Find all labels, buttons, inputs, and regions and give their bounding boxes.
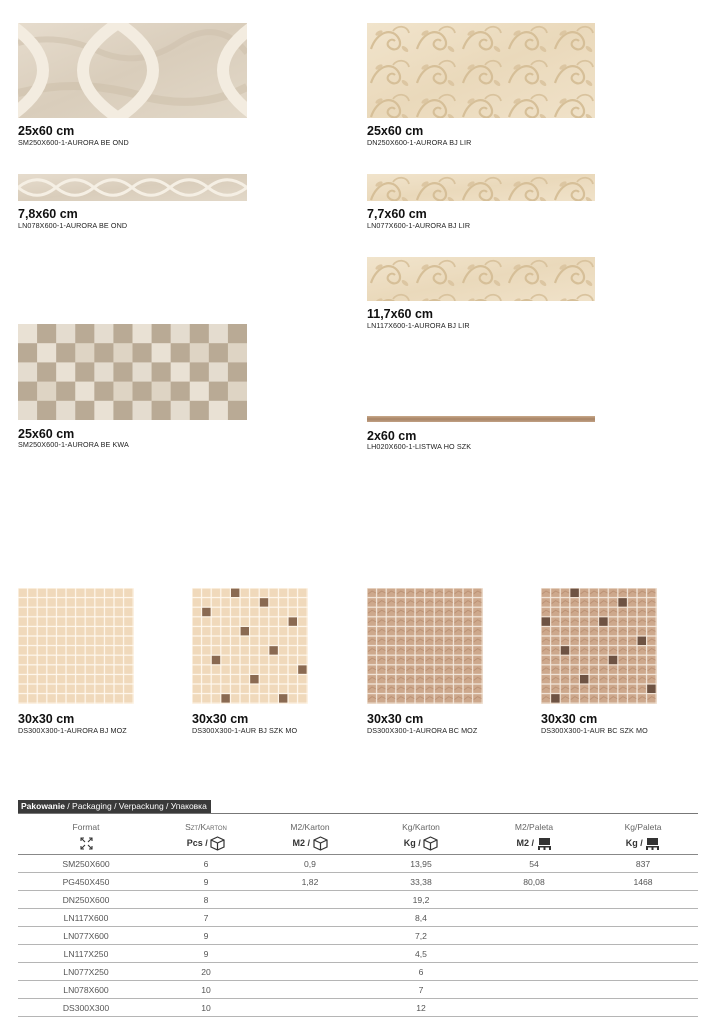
tile-code: LN078X600-1-AURORA BE OND [18, 221, 128, 230]
cell [480, 945, 588, 963]
cell-format: LN077X600 [18, 927, 154, 945]
expand-arrows-icon [80, 837, 93, 850]
unit-icon-row [18, 832, 698, 855]
pallet-icon [537, 837, 552, 850]
packaging-title-rest: / Packaging / Verpackung / Упаковка [64, 801, 207, 811]
cell: 80,08 [480, 873, 588, 891]
cell: 12 [362, 999, 480, 1017]
cell [588, 891, 698, 909]
m2-unit-label: M2 / [516, 837, 534, 848]
tile-image [367, 257, 595, 301]
cell-format: LN078X600 [18, 981, 154, 999]
tile-image [367, 23, 595, 118]
tile-size: 2x60 cm [367, 429, 417, 443]
tile-sm250x600-be-ond [18, 23, 248, 148]
cell-format: LN077X250 [18, 963, 154, 981]
tile-size: 7,7x60 cm [367, 207, 427, 221]
cell: 7,2 [362, 927, 480, 945]
table-row [18, 945, 698, 963]
cell [480, 891, 588, 909]
cell: 54 [480, 855, 588, 873]
cell: 0,9 [258, 855, 362, 873]
tile-image [18, 324, 247, 420]
cell [480, 999, 588, 1017]
tile-image [18, 174, 247, 201]
tile-ln117x600-bj-lir [367, 257, 597, 332]
m2-unit-label: M2 / [292, 837, 310, 848]
cell: 8 [154, 891, 258, 909]
box-icon [313, 836, 328, 851]
tile-code: LN117X600-1-AURORA BJ LIR [367, 321, 470, 330]
tile-code: DS300X300-1-AURORA BJ MOZ [18, 726, 127, 735]
tile-code: LN077X600-1-AURORA BJ LIR [367, 221, 471, 230]
box-icon [210, 836, 225, 851]
table-row [18, 981, 698, 999]
format-icon-cell [18, 832, 154, 855]
tile-ds300x300-aurora-bj-moz [18, 588, 188, 738]
tile-size: 30x30 cm [192, 712, 249, 726]
cell: 9 [154, 945, 258, 963]
tile-size: 25x60 cm [18, 124, 75, 138]
tile-size: 11,7x60 cm [367, 307, 434, 321]
box-icon [423, 836, 438, 851]
tile-size: 30x30 cm [18, 712, 75, 726]
table-row [18, 873, 698, 891]
cell [588, 981, 698, 999]
tile-code: DS300X300-1-AURORA BC MOZ [367, 726, 478, 735]
col-kg-karton: Kg/Karton [402, 822, 440, 832]
table-row [18, 963, 698, 981]
cell: 4,5 [362, 945, 480, 963]
cell: 7 [362, 981, 480, 999]
m2-paleta-unit-cell [480, 832, 588, 855]
cell [258, 927, 362, 945]
table-row [18, 891, 698, 909]
tile-image [367, 416, 595, 422]
table-row [18, 909, 698, 927]
col-pcs-karton: Szt/Karton [185, 822, 227, 832]
tile-code: SM250X600-1-AURORA BE KWA [18, 440, 129, 449]
tile-code: SM250X600-1-AURORA BE OND [18, 138, 129, 147]
cell-format: PG450X450 [18, 873, 154, 891]
tile-size: 30x30 cm [541, 712, 598, 726]
packaging-table [18, 800, 698, 1017]
m2-karton-unit-cell [258, 832, 362, 855]
cell [588, 927, 698, 945]
cell: 13,95 [362, 855, 480, 873]
tile-image [18, 23, 247, 118]
cell: 20 [154, 963, 258, 981]
pcs-unit-label: Pcs / [186, 837, 208, 848]
cell [258, 945, 362, 963]
cell [588, 963, 698, 981]
cell [480, 963, 588, 981]
tile-ln077x600-bj-lir [367, 174, 597, 234]
tile-size: 25x60 cm [18, 427, 75, 441]
pallet-icon [645, 837, 660, 850]
cell: 1,82 [258, 873, 362, 891]
cell: 6 [154, 855, 258, 873]
tile-size: 7,8x60 cm [18, 207, 78, 221]
table-row [18, 999, 698, 1017]
kg-unit-label: Kg / [403, 837, 421, 848]
packaging-title-bold: Pakowanie [21, 801, 65, 811]
cell [588, 945, 698, 963]
tile-code: DS300X300-1-AUR BJ SZK MO [192, 726, 298, 735]
col-m2-paleta: M2/Paleta [514, 822, 554, 832]
tile-image [192, 588, 308, 704]
kg-karton-unit-cell [362, 832, 480, 855]
cell [480, 927, 588, 945]
tile-image [367, 174, 595, 201]
table-row [18, 927, 698, 945]
cell [480, 909, 588, 927]
cell-format: LN117X250 [18, 945, 154, 963]
cell: 7 [154, 909, 258, 927]
kg-unit-label: Kg / [625, 837, 643, 848]
tile-code: DN250X600-1-AURORA BJ LIR [367, 138, 472, 147]
cell [258, 999, 362, 1017]
cell: 6 [362, 963, 480, 981]
tile-lh020x600-listwa [367, 416, 597, 456]
cell [588, 999, 698, 1017]
cell: 19,2 [362, 891, 480, 909]
cell: 10 [154, 981, 258, 999]
cell: 9 [154, 927, 258, 945]
cell: 10 [154, 999, 258, 1017]
packaging-title-bar [18, 800, 698, 814]
cell-format: DN250X600 [18, 891, 154, 909]
packaging-title [18, 800, 211, 813]
cell [258, 981, 362, 999]
tile-ds300x300-aur-bj-szk-mo [192, 588, 362, 738]
tile-code: LH020X600-1-LISTWA HO SZK [367, 442, 472, 451]
table-row [18, 855, 698, 873]
pcs-unit-cell [154, 832, 258, 855]
cell: 9 [154, 873, 258, 891]
cell [258, 963, 362, 981]
header-row [18, 814, 698, 832]
col-format: Format [72, 822, 100, 832]
cell [258, 891, 362, 909]
cell [588, 909, 698, 927]
col-m2-karton: M2/Karton [290, 822, 330, 832]
cell: 33,38 [362, 873, 480, 891]
tile-image [541, 588, 657, 704]
tile-ln078x600-be-ond [18, 174, 248, 234]
tile-sm250x600-be-kwa [18, 324, 248, 449]
tile-dn250x600-bj-lir [367, 23, 597, 148]
tile-image [18, 588, 134, 704]
kg-paleta-unit-cell [588, 832, 698, 855]
cell: 837 [588, 855, 698, 873]
cell: 1468 [588, 873, 698, 891]
cell: 8,4 [362, 909, 480, 927]
cell [258, 909, 362, 927]
tile-size: 30x30 cm [367, 712, 424, 726]
tile-code: DS300X300-1-AUR BC SZK MO [541, 726, 648, 735]
tile-ds300x300-aur-bc-szk-mo [541, 588, 710, 738]
cell-format: LN117X600 [18, 909, 154, 927]
tile-image [367, 588, 483, 704]
col-kg-paleta: Kg/Paleta [624, 822, 662, 832]
tile-ds300x300-aurora-bc-moz [367, 588, 537, 738]
cell [480, 981, 588, 999]
cell-format: SM250X600 [18, 855, 154, 873]
cell-format: DS300X300 [18, 999, 154, 1017]
tile-size: 25x60 cm [367, 124, 424, 138]
